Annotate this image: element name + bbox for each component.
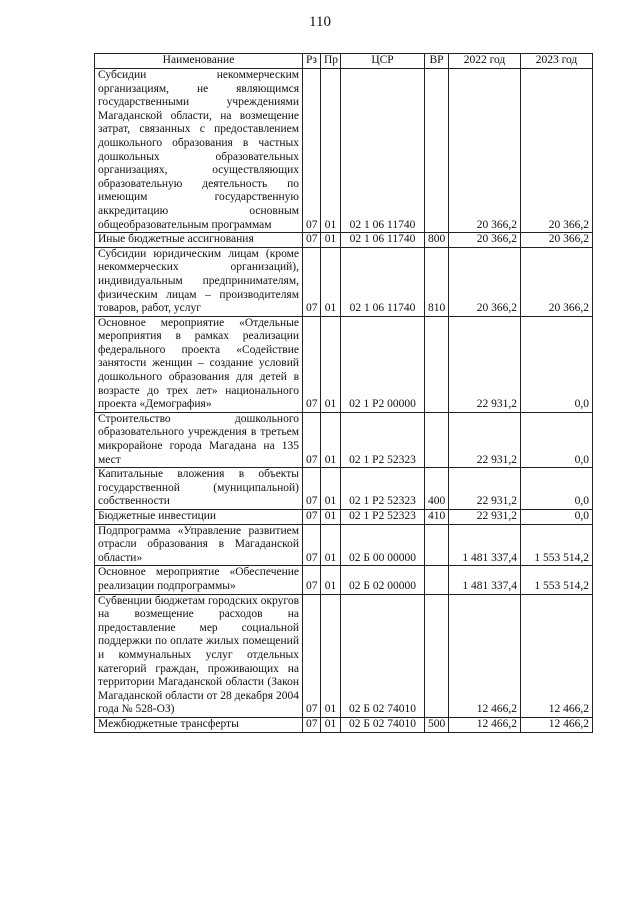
row-2023: 12 466,2: [521, 717, 593, 732]
row-2023: 0,0: [521, 316, 593, 412]
row-2023: 0,0: [521, 412, 593, 467]
header-name: Наименование: [95, 54, 303, 69]
row-2022: 20 366,2: [449, 247, 521, 316]
row-pr: 01: [321, 233, 341, 248]
table-row: [95, 510, 593, 525]
row-name: Основное мероприятие «Отдельные мероприятия в рамках реализации федерального проекта «Содействие занятости женщин – создание условий дошкольного образования для детей в возрасте до трех лет» национального проекта «Демография»: [95, 316, 303, 412]
row-pr: 01: [321, 316, 341, 412]
row-2022: 1 481 337,4: [449, 566, 521, 594]
row-vr: 400: [425, 468, 449, 510]
row-2023: 1 553 514,2: [521, 566, 593, 594]
row-name: Строительство дошкольного образовательного учреждения в третьем микрорайоне города Магадана на 135 мест: [95, 412, 303, 467]
table-row: [95, 69, 593, 233]
table-row: [95, 566, 593, 594]
row-rz: 07: [303, 510, 321, 525]
row-pr: 01: [321, 468, 341, 510]
table-row: [95, 594, 593, 717]
row-2022: 12 466,2: [449, 594, 521, 717]
row-csr: 02 Б 02 74010: [341, 594, 425, 717]
row-csr: 02 1 P2 52323: [341, 510, 425, 525]
header-csr: ЦСР: [341, 54, 425, 69]
row-csr: 02 Б 02 74010: [341, 717, 425, 732]
header-row: [95, 54, 593, 69]
row-csr: 02 1 06 11740: [341, 69, 425, 233]
row-pr: 01: [321, 524, 341, 566]
row-2023: 20 366,2: [521, 69, 593, 233]
row-csr: 02 1 P2 52323: [341, 412, 425, 467]
row-pr: 01: [321, 510, 341, 525]
row-2022: 22 931,2: [449, 468, 521, 510]
row-2022: 12 466,2: [449, 717, 521, 732]
table-row: [95, 247, 593, 316]
row-rz: 07: [303, 594, 321, 717]
table-row: [95, 233, 593, 248]
header-pr: Пр: [321, 54, 341, 69]
row-name: Субсидии некоммерческим организациям, не являющимся государственными учреждениями Магаданской области, на возмещение затрат, связанных с предоставлением дошкольного образования в частных дошкольных образовательных организациях, осуществляющих образовательную деятельность по имеющим государственную аккредитацию основным общеобразовательным программам: [95, 69, 303, 233]
header-vr: ВР: [425, 54, 449, 69]
row-name: Основное мероприятие «Обеспечение реализации подпрограммы»: [95, 566, 303, 594]
header-2022: 2022 год: [449, 54, 521, 69]
row-name: Межбюджетные трансферты: [95, 717, 303, 732]
row-2023: 20 366,2: [521, 233, 593, 248]
table-row: [95, 717, 593, 732]
budget-table: [94, 53, 593, 733]
row-name: Капитальные вложения в объекты государственной (муниципальной) собственности: [95, 468, 303, 510]
row-name: Бюджетные инвестиции: [95, 510, 303, 525]
row-rz: 07: [303, 412, 321, 467]
row-vr: 410: [425, 510, 449, 525]
row-name: Субвенции бюджетам городских округов на возмещение расходов на предоставление мер социальной поддержки по оплате жилых помещений и коммунальных услуг отдельных категорий граждан, проживающих на территории Магаданской области (Закон Магаданской области от 28 декабря 2004 года № 528-ОЗ): [95, 594, 303, 717]
row-2022: 22 931,2: [449, 316, 521, 412]
row-rz: 07: [303, 566, 321, 594]
row-2022: 20 366,2: [449, 69, 521, 233]
row-name: Субсидии юридическим лицам (кроме некоммерческих организаций), индивидуальным предпринимателям, физическим лицам – производителям товаров, работ, услуг: [95, 247, 303, 316]
row-rz: 07: [303, 233, 321, 248]
row-vr: 800: [425, 233, 449, 248]
row-rz: 07: [303, 524, 321, 566]
row-vr: [425, 594, 449, 717]
row-vr: 500: [425, 717, 449, 732]
row-vr: [425, 412, 449, 467]
table-row: [95, 524, 593, 566]
page-number: 110: [309, 14, 331, 30]
row-vr: [425, 524, 449, 566]
row-pr: 01: [321, 594, 341, 717]
row-pr: 01: [321, 69, 341, 233]
row-2023: 1 553 514,2: [521, 524, 593, 566]
header-2023: 2023 год: [521, 54, 593, 69]
row-rz: 07: [303, 316, 321, 412]
row-csr: 02 1 P2 52323: [341, 468, 425, 510]
row-2022: 1 481 337,4: [449, 524, 521, 566]
row-name: Иные бюджетные ассигнования: [95, 233, 303, 248]
row-pr: 01: [321, 717, 341, 732]
table-row: [95, 468, 593, 510]
row-2023: 0,0: [521, 510, 593, 525]
row-vr: [425, 316, 449, 412]
table-row: [95, 316, 593, 412]
table-row: [95, 412, 593, 467]
row-vr: [425, 69, 449, 233]
row-rz: 07: [303, 468, 321, 510]
row-rz: 07: [303, 247, 321, 316]
row-vr: 810: [425, 247, 449, 316]
row-pr: 01: [321, 566, 341, 594]
row-2023: 0,0: [521, 468, 593, 510]
row-csr: 02 1 06 11740: [341, 233, 425, 248]
header-rz: Рз: [303, 54, 321, 69]
row-csr: 02 Б 02 00000: [341, 566, 425, 594]
row-rz: 07: [303, 717, 321, 732]
row-csr: 02 1 P2 00000: [341, 316, 425, 412]
row-pr: 01: [321, 247, 341, 316]
row-name: Подпрограмма «Управление развитием отрасли образования в Магаданской области»: [95, 524, 303, 566]
row-2023: 12 466,2: [521, 594, 593, 717]
row-2022: 22 931,2: [449, 412, 521, 467]
row-rz: 07: [303, 69, 321, 233]
row-csr: 02 Б 00 00000: [341, 524, 425, 566]
row-2023: 20 366,2: [521, 247, 593, 316]
row-2022: 22 931,2: [449, 510, 521, 525]
row-vr: [425, 566, 449, 594]
row-csr: 02 1 06 11740: [341, 247, 425, 316]
row-2022: 20 366,2: [449, 233, 521, 248]
row-pr: 01: [321, 412, 341, 467]
